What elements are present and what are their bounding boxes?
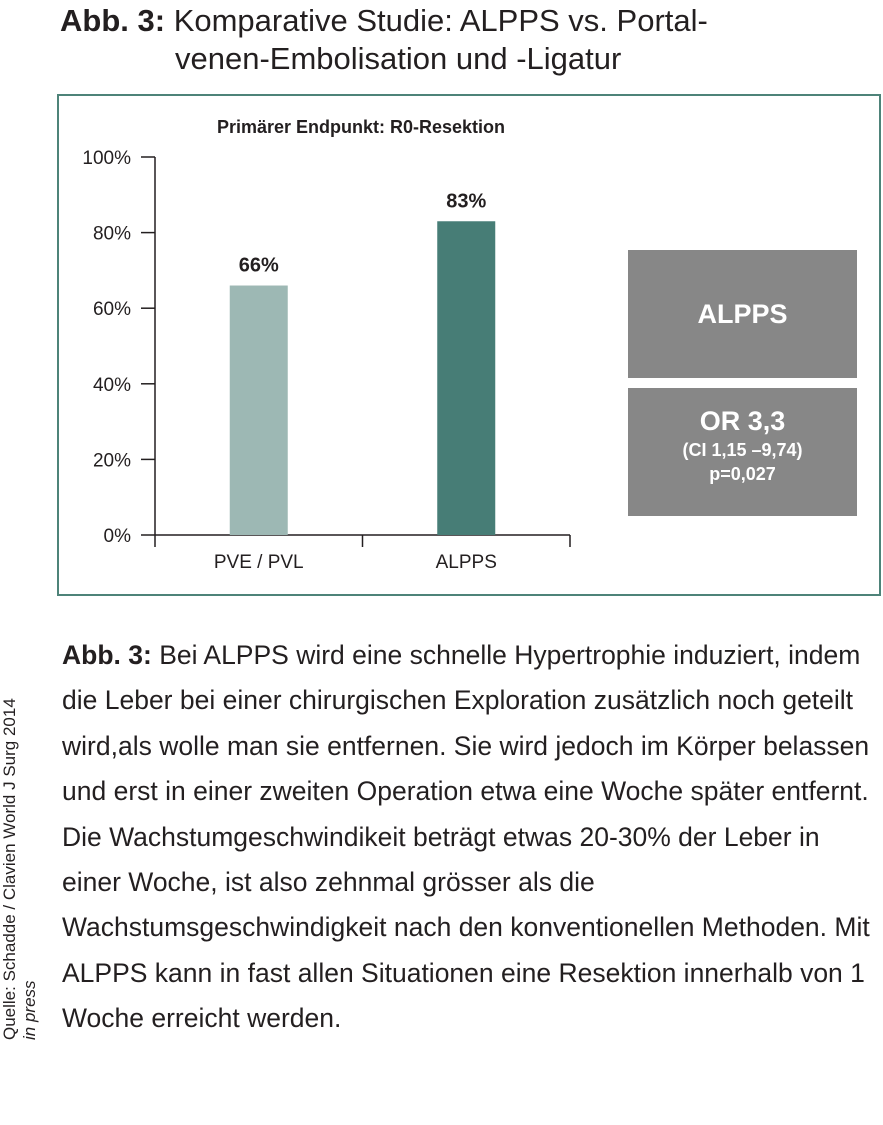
- x-tick-label: ALPPS: [435, 552, 497, 573]
- caption-text: Bei ALPPS wird eine schnelle Hypertrophie induziert, indem die Leber bei einer chirurgischen Exploration zusätzlich noch geteilt wird,als wolle man sie entfernen. Sie wird jedoch im Körper belassen und erst in einer zweiten Operation etwa eine Woche später entfernt. Die Wachstumgeschwindikeit beträgt etwas 20-30% der Leber in einer Woche, ist also zehnmal grösser als die Wachstumsgeschwindigkeit nach den konventionellen Methoden. Mit ALPPS kann in fast allen Situationen eine Resektion innerhalb von 1 Woche erreicht werden.: [62, 640, 870, 1034]
- y-tick-label: 60%: [92, 299, 131, 321]
- p-value: p=0,027: [709, 464, 776, 484]
- figure-label: Abb. 3:: [60, 3, 166, 38]
- source-line1: Quelle: Schadde / Clavien World J Surg 2014: [0, 698, 19, 1040]
- data-label: 66%: [238, 254, 279, 277]
- y-tick-label: 80%: [92, 223, 131, 245]
- caption-label: Abb. 3:: [62, 640, 152, 670]
- confidence-interval: (CI 1,15 –9,74): [682, 440, 803, 460]
- data-label: 83%: [446, 190, 487, 213]
- alpps-heading: ALPPS: [697, 299, 788, 329]
- figure-title-line1: Komparative Studie: ALPPS vs. Portal-: [173, 3, 708, 38]
- x-axis: [155, 535, 570, 573]
- bars: [230, 190, 496, 535]
- y-tick-label: 0%: [103, 526, 131, 547]
- y-tick-label: 40%: [92, 374, 131, 396]
- bar: [230, 286, 288, 535]
- y-axis: [82, 148, 155, 547]
- figure-caption: [62, 633, 882, 1042]
- odds-ratio-box: [628, 388, 857, 516]
- source-line2: in press: [20, 980, 39, 1040]
- alpps-box: [628, 250, 857, 378]
- figure-title-line2: venen-Embolisation und -Ligatur: [175, 41, 622, 76]
- y-tick-label: 100%: [82, 148, 131, 169]
- chart-title: Primärer Endpunkt: R0-Resektion: [216, 117, 506, 137]
- y-tick-label: 20%: [92, 450, 131, 472]
- bar: [437, 221, 495, 535]
- source-note: [0, 600, 39, 1070]
- odds-ratio: OR 3,3: [699, 406, 786, 436]
- x-tick-label: PVE / PVL: [213, 552, 304, 573]
